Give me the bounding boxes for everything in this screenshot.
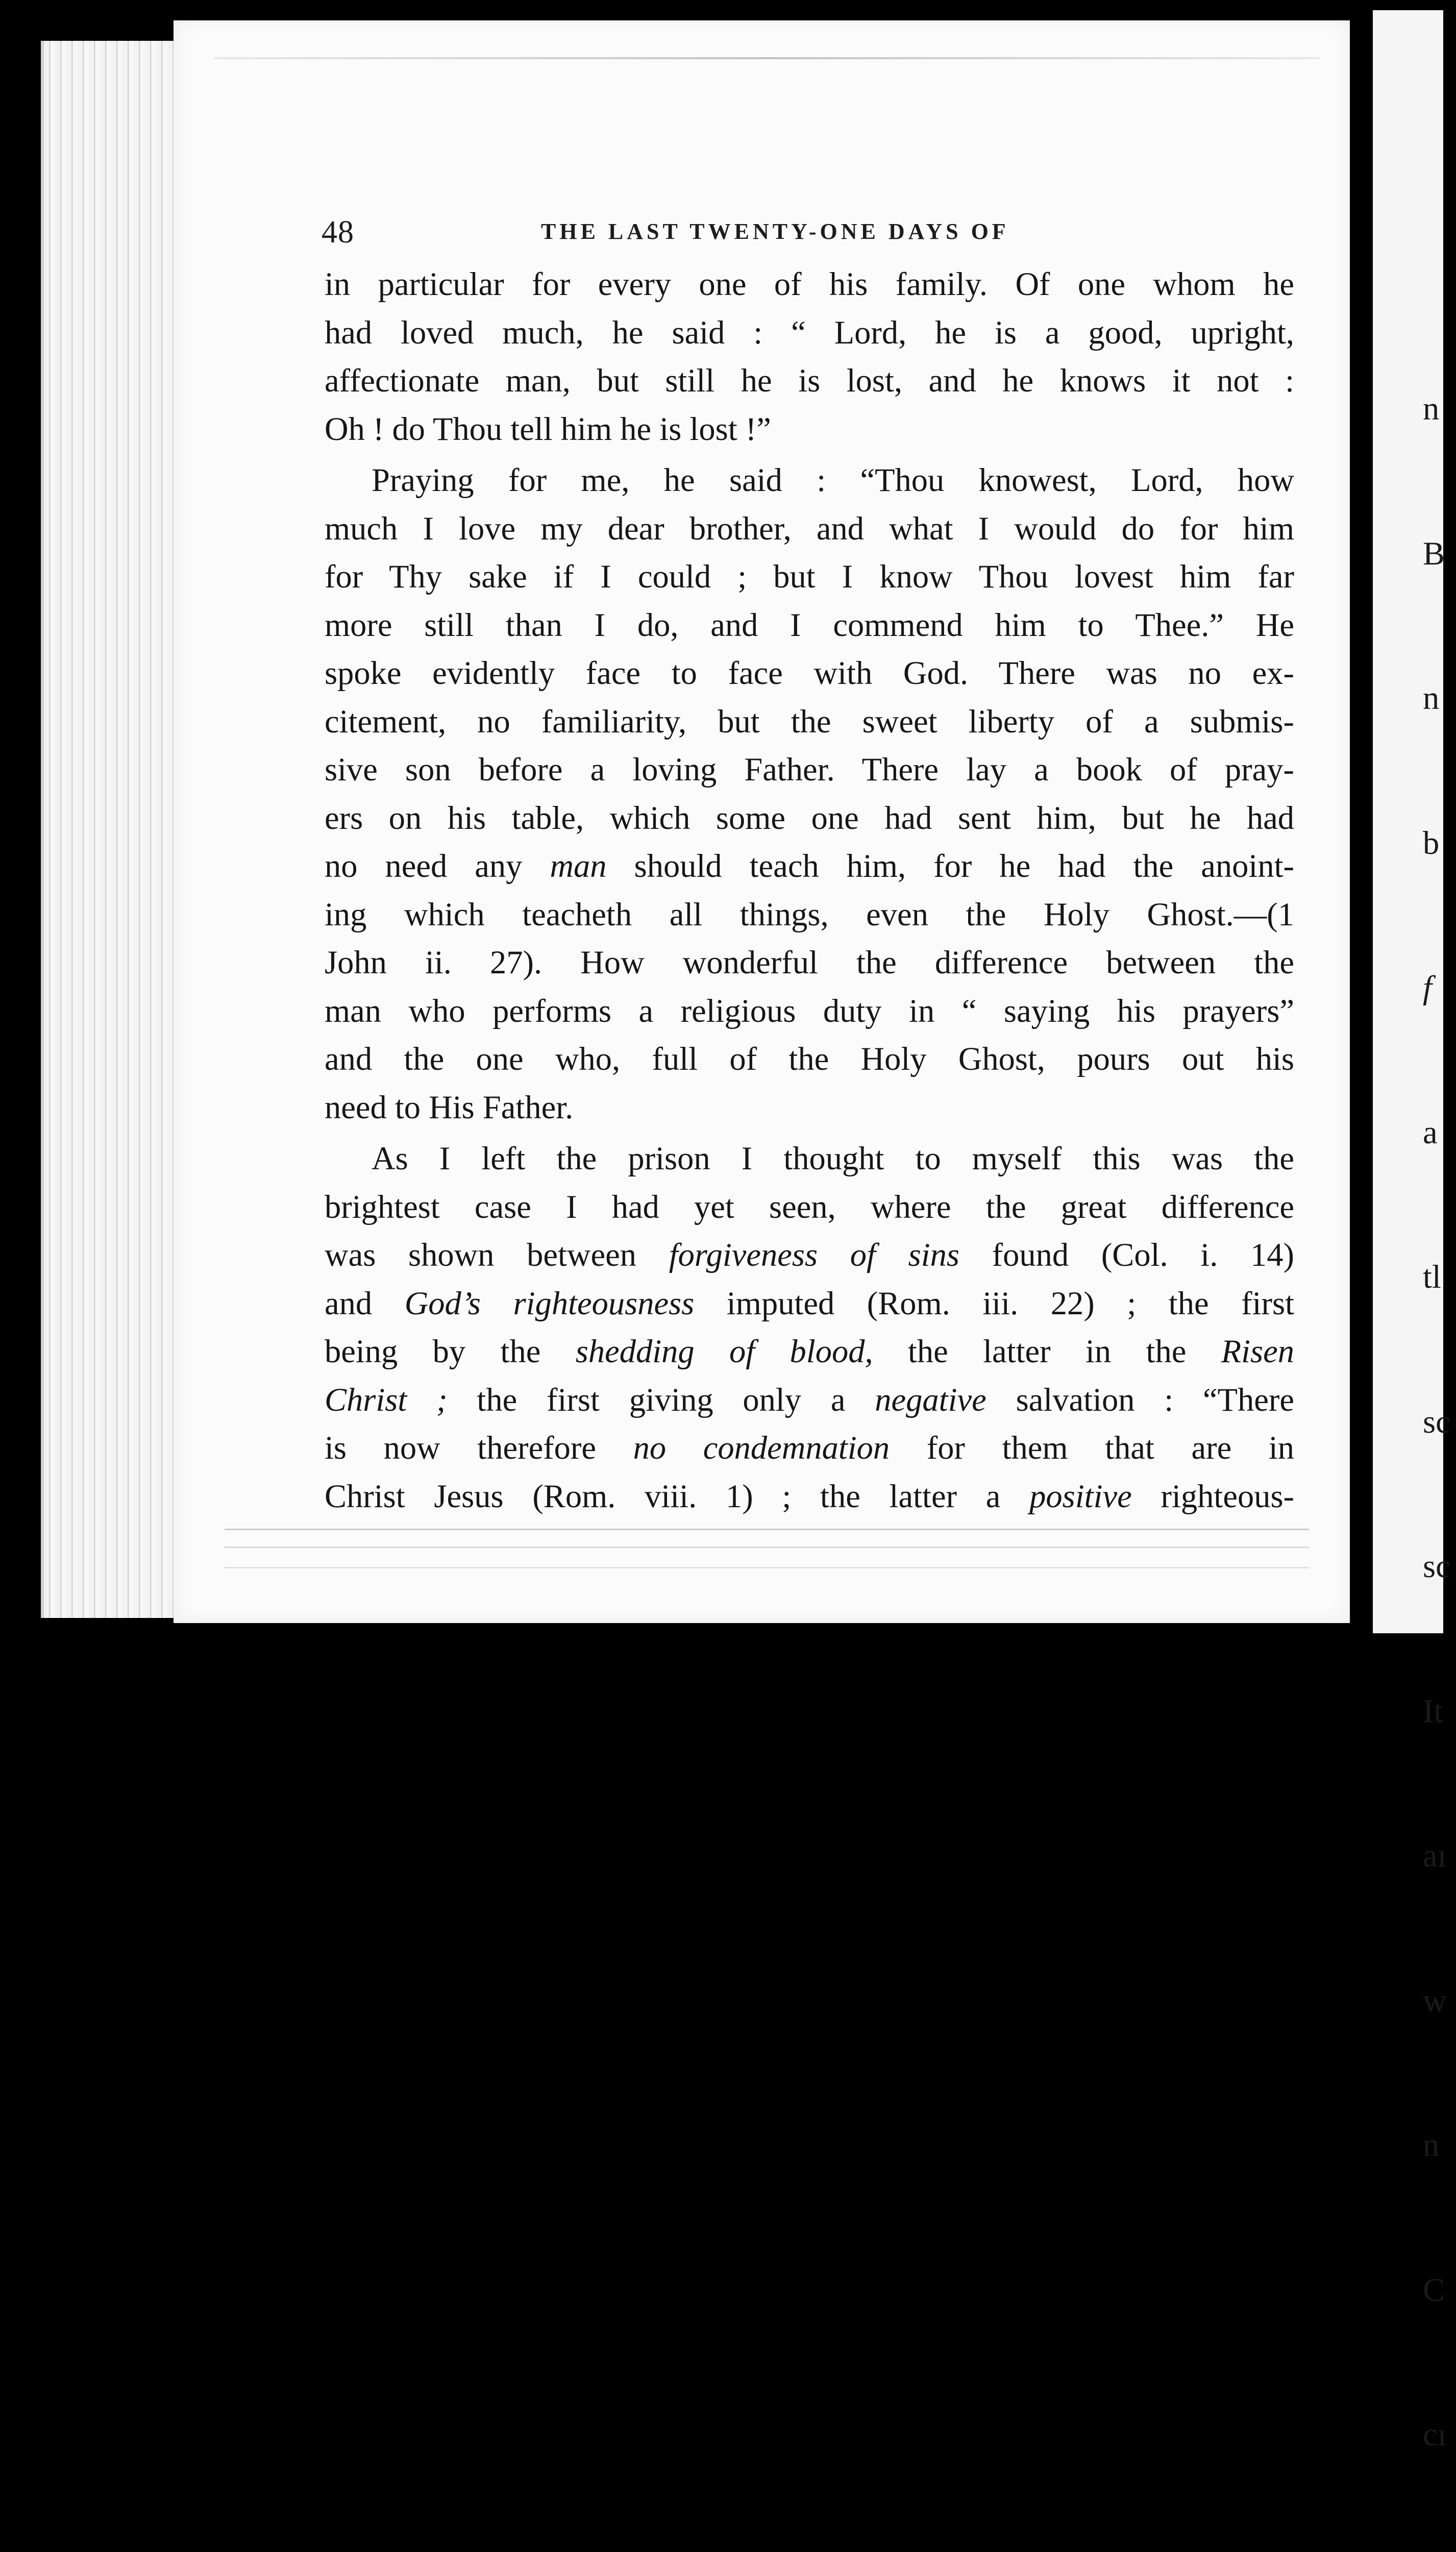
text-line [325,1376,1294,1425]
facing-page-fragment [1373,10,1450,2452]
facing-fragment: b [1423,824,1440,861]
facing-fragment: n [1423,390,1440,427]
text-run: was shown between [325,1237,636,1273]
facing-fragment: sc [1423,1548,1450,1584]
italic-run: God’s righteousness [404,1285,695,1321]
facing-fragment: sc [1423,1403,1450,1440]
facing-fragment: n [1423,2127,1440,2163]
text-line: more still than I do, and I commend him to Thee.” He [325,606,1294,643]
text-line: John ii. 27). How wonderful the difference between the [325,944,1294,980]
book-spine-gutter [1350,0,1373,1703]
text-line: need to His Father. [325,1089,574,1125]
text-run: righteous- [1161,1478,1295,1514]
italic-run: negative [875,1381,986,1418]
facing-fragment [1423,964,1456,1012]
text-line [325,1280,1294,1328]
text-line: for Thy sake if I could ; but I know Thou lovest him far [325,558,1294,595]
text-line: ing which teacheth all things, even the Holy Ghost.—(1 [325,896,1294,933]
text-run: being by the [325,1333,541,1369]
facing-fragment: n [1423,680,1440,716]
text-line: affectionate man, but still he is lost, and he knows it not : [325,362,1294,399]
italic-run: Risen [1221,1333,1295,1369]
facing-fragment-italic: f [1423,969,1432,1005]
facing-fragment: aı [1423,1837,1447,1874]
text-line: sive son before a loving Father. There lay a book of pray- [325,751,1294,788]
facing-fragment: a [1423,1114,1438,1150]
facing-page-text [1423,288,1456,2552]
text-line [325,1424,1294,1473]
text-run: Christ Jesus (Rom. viii. 1) ; the latter a [325,1478,1001,1514]
text-run: imputed (Rom. iii. 22) ; the first [726,1285,1295,1321]
text-run: found (Col. i. 14) [992,1237,1295,1273]
text-run: no need any [325,848,523,884]
text-line: in particular for every one of his family. Of one whom he [325,266,1294,302]
text-line: man who performs a religious duty in “ saying his prayers” [325,992,1294,1029]
page-top-rule [214,57,1319,59]
page-bottom-edge [225,1529,1309,1530]
text-line: brightest case I had yet seen, where the great difference [325,1188,1294,1225]
page-header [174,214,1350,255]
facing-fragment: cı [1423,2416,1447,2452]
text-line [325,842,1294,891]
text-line: had loved much, he said : “ Lord, he is a good, upright, [325,314,1294,351]
facing-fragment: C [1423,2271,1445,2308]
book-page [174,20,1350,1623]
italic-run: positive [1029,1478,1132,1514]
text-run: should teach him, for he had the anoint- [634,848,1295,884]
running-head: THE LAST TWENTY-ONE DAYS OF [541,219,1009,244]
italic-run: forgiveness of sins [669,1237,959,1273]
body-text [325,260,1294,1520]
text-run: and [325,1285,373,1321]
text-run: for them that are in [926,1430,1295,1466]
facing-fragment: B [1423,535,1445,572]
text-line: spoke evidently face to face with God. There was no ex- [325,655,1294,691]
italic-run: no condemnation [633,1430,890,1466]
text-line: citement, no familiarity, but the sweet liberty of a submis- [325,703,1294,740]
text-line [325,1473,1294,1521]
text-line [325,1328,1294,1376]
text-line: Oh ! do Thou tell him he is lost !” [325,410,771,447]
text-line: Praying for me, he said : “Thou knowest, Lord, how [372,462,1294,498]
italic-run: shedding of blood, [575,1333,873,1369]
text-line: much I love my dear brother, and what I would do for him [325,510,1294,547]
italic-run: Christ ; [325,1381,448,1418]
text-run: salvation : “There [1016,1381,1295,1418]
text-line: and the one who, full of the Holy Ghost, pours out his [325,1041,1294,1077]
page-number: 48 [322,215,354,250]
facing-fragment: w [1423,1982,1447,2019]
text-line: ers on his table, which some one had sent him, but he had [325,799,1294,836]
page-bottom-edge [225,1567,1309,1568]
page-bottom-edge [225,1547,1309,1548]
italic-run: man [550,848,607,884]
text-run: the first giving only a [477,1381,846,1418]
text-run: is now therefore [325,1430,597,1466]
text-line: As I left the prison I thought to myself this was the [372,1140,1294,1176]
text-line [325,1231,1294,1280]
text-run: the latter in the [907,1333,1187,1369]
facing-fragment: tl [1423,1259,1441,1295]
facing-fragment: It [1423,1692,1443,1729]
